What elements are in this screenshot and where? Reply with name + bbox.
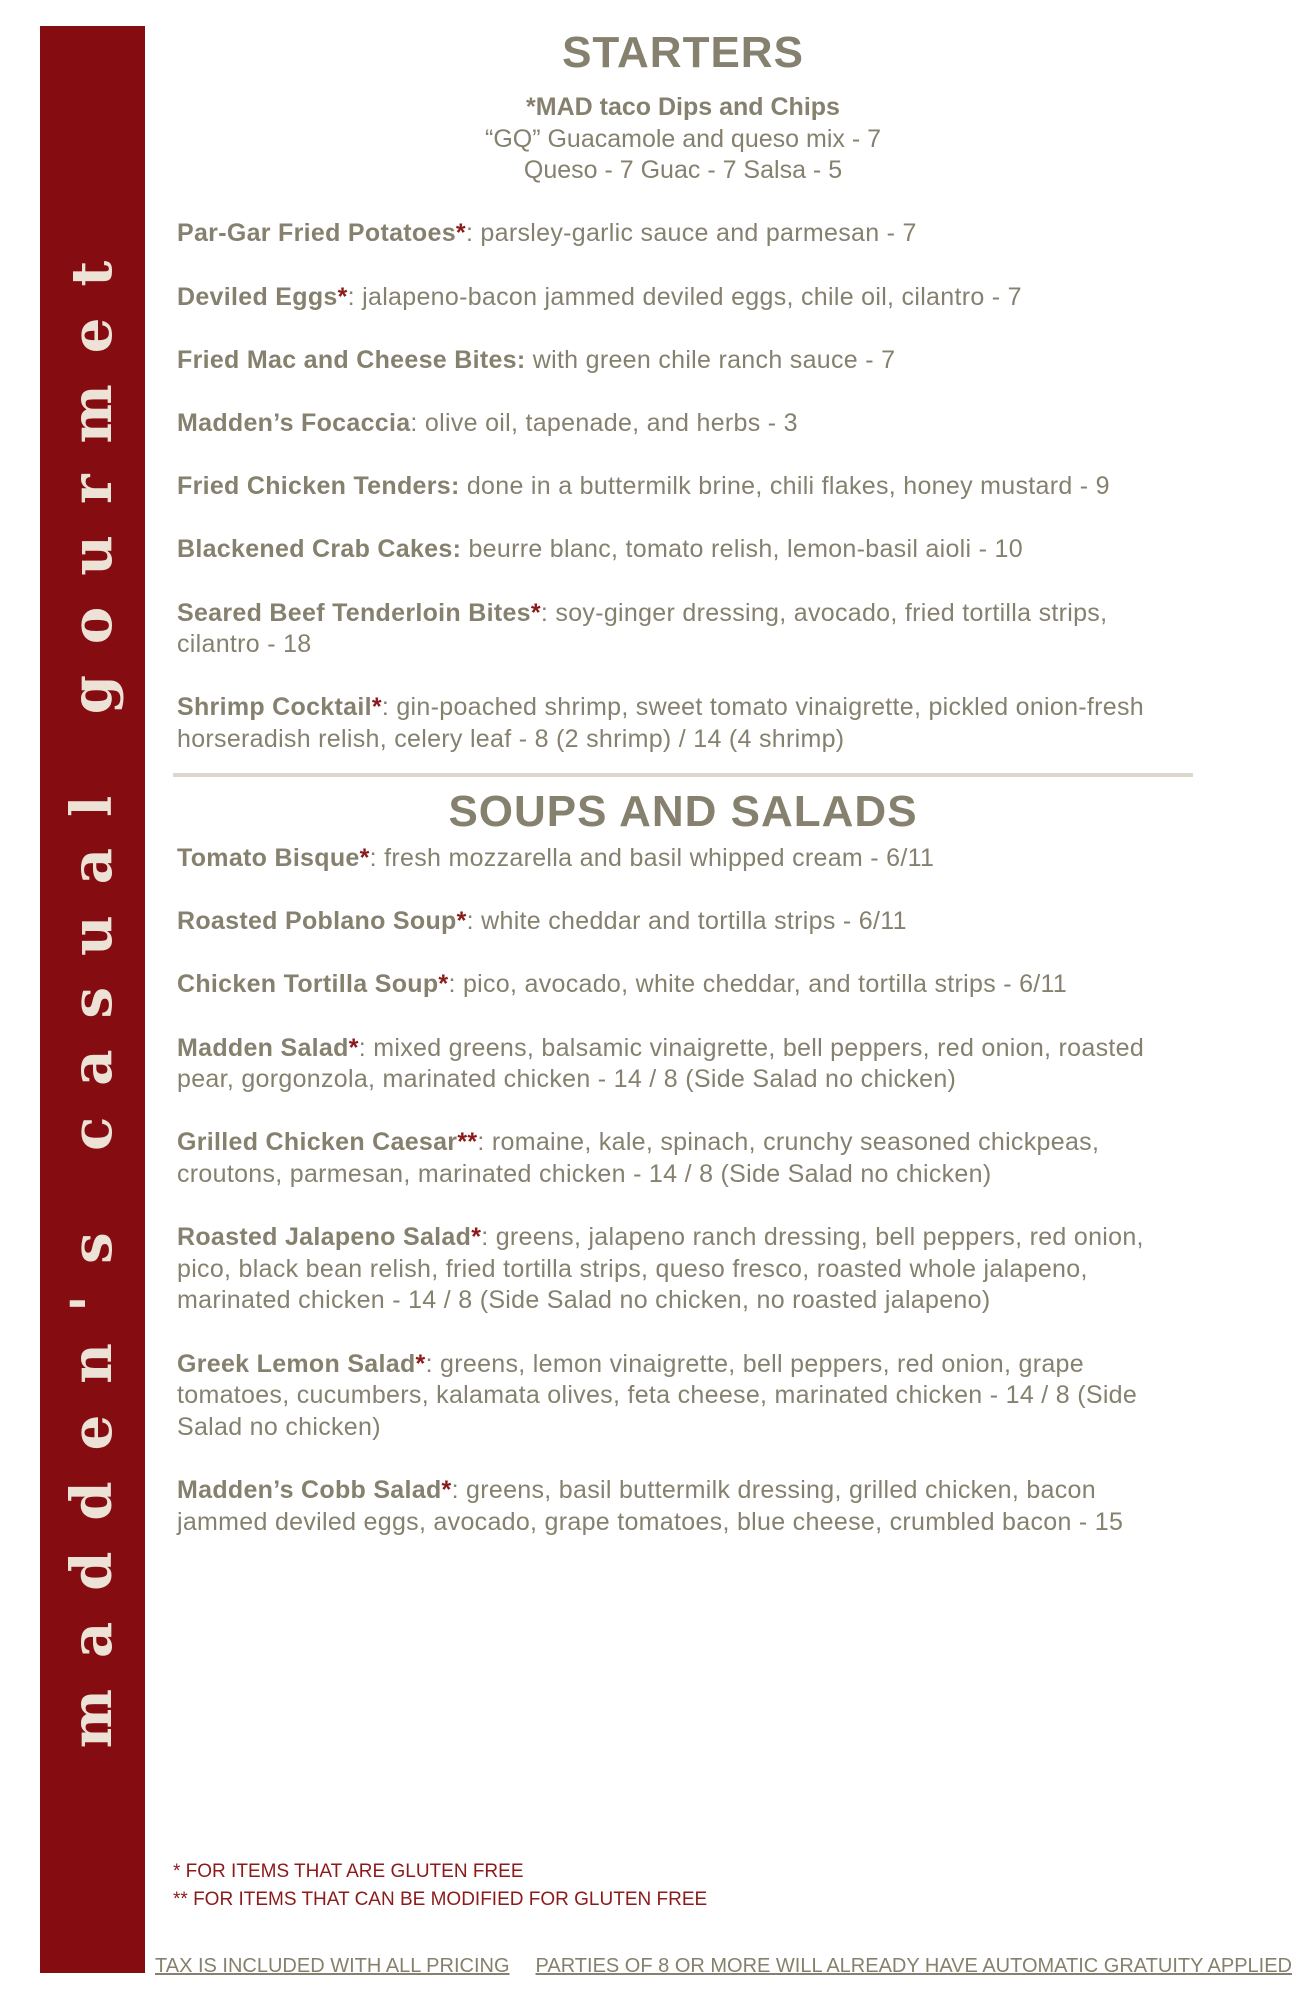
item-description: : mixed greens, balsamic vinaigrette, bell peppers, red onion, roasted pear, gorgonzola, marinated chicken - 14 / 8 (Side Salad no chicken) [177, 1033, 1145, 1094]
item-name: Shrimp Cocktail [177, 693, 372, 722]
menu-item [177, 692, 1189, 755]
menu-item [177, 218, 1189, 250]
item-description: : pico, avocado, white cheddar, and tortilla strips - 6/11 [448, 970, 1068, 999]
item-name: Seared Beef Tenderloin Bites [177, 598, 531, 627]
item-name: Chicken Tortilla Soup [177, 970, 439, 999]
starters-list [177, 218, 1189, 755]
gluten-free-marker: ** [457, 1128, 478, 1157]
menu-item [177, 906, 1189, 938]
menu-item [177, 843, 1189, 875]
gluten-free-marker: * [441, 1475, 452, 1504]
menu-item [177, 969, 1189, 1001]
gratuity-link[interactable]: PARTIES OF 8 OR MORE WILL ALREADY HAVE AUTOMATIC GRATUITY APPLIED [535, 1955, 1292, 1977]
item-description: : greens, basil buttermilk dressing, grilled chicken, bacon jammed deviled eggs, avocado, grape tomatoes, blue cheese, crumbled bacon - 15 [177, 1475, 1124, 1536]
dips-title: *MAD taco Dips and Chips [526, 93, 840, 121]
item-description: : fresh mozzarella and basil whipped cream - 6/11 [369, 844, 935, 873]
tax-link[interactable]: TAX IS INCLUDED WITH ALL PRICING [155, 1955, 510, 1977]
item-name: Par-Gar Fried Potatoes [177, 219, 456, 248]
item-description: : white cheddar and tortilla strips - 6/11 [466, 907, 907, 936]
item-description: : parsley-garlic sauce and parmesan - 7 [465, 219, 917, 248]
brand-name: madden's casual gourmet [59, 229, 125, 1749]
gluten-free-marker: * [455, 219, 466, 248]
item-name: Madden’s Focaccia [177, 408, 411, 437]
gluten-free-marker: * [348, 1033, 359, 1062]
item-description: : greens, lemon vinaigrette, bell peppers, red onion, grape tomatoes, cucumbers, kalamata olives, feta cheese, marinated chicken - 14 / 8 (Side Salad no chicken) [177, 1349, 1138, 1441]
section-title: SOUPS AND SALADS [448, 787, 918, 837]
item-description: : greens, jalapeno ranch dressing, bell peppers, red onion, pico, black bean relish, fried tortilla strips, queso fresco, roasted whole jalapeno, marinated chicken - 14 / 8 (Side Salad no chicken, no roasted jalapeno) [177, 1223, 1144, 1315]
item-name: Deviled Eggs [177, 282, 338, 311]
gluten-free-marker: * [359, 844, 370, 873]
note-gluten-free: * FOR ITEMS THAT ARE GLUTEN FREE [173, 1861, 524, 1882]
item-name: Roasted Jalapeno Salad [177, 1223, 472, 1252]
menu-item [177, 282, 1189, 314]
section-title: STARTERS [562, 28, 804, 77]
menu-item [177, 1033, 1189, 1096]
item-name: Fried Mac and Cheese Bites: [177, 345, 526, 374]
item-description: : gin-poached shrimp, sweet tomato vinaigrette, pickled onion-fresh horseradish relish, celery leaf - 8 (2 shrimp) / 14 (4 shrimp) [177, 693, 1145, 753]
item-name: Blackened Crab Cakes: [177, 535, 462, 564]
menu-item [177, 1127, 1189, 1190]
menu-item [177, 345, 1189, 377]
item-description: done in a buttermilk brine, chili flakes, honey mustard - 9 [459, 472, 1110, 501]
section-divider [173, 773, 1193, 777]
menu-item [177, 471, 1189, 503]
menu-item [177, 1475, 1189, 1538]
item-description: with green chile ranch sauce - 7 [525, 345, 896, 374]
menu-item [177, 598, 1189, 661]
menu-item [177, 1349, 1189, 1444]
footer [155, 1955, 1294, 1978]
gluten-free-marker: * [456, 907, 467, 936]
gluten-free-marker: * [530, 598, 541, 627]
gluten-notes [173, 1858, 707, 1914]
dips-and-chips [177, 92, 1189, 187]
item-name: Madden Salad [177, 1033, 349, 1062]
menu-item [177, 534, 1189, 566]
menu-item [177, 408, 1189, 440]
item-description: : jalapeno-bacon jammed deviled eggs, chile oil, cilantro - 7 [347, 282, 1022, 311]
dips-line: “GQ” Guacamole and queso mix - 7 [485, 124, 881, 153]
starters-section [177, 26, 1189, 755]
item-name: Greek Lemon Salad [177, 1349, 416, 1378]
item-description: : soy-ginger dressing, avocado, fried tortilla strips, cilantro - 18 [177, 598, 1108, 659]
item-name: Roasted Poblano Soup [177, 907, 457, 936]
item-description: : romaine, kale, spinach, crunchy seasoned chickpeas, croutons, parmesan, marinated chicken - 14 / 8 (Side Salad no chicken) [177, 1128, 1100, 1188]
menu-item [177, 1222, 1189, 1317]
menu-content [177, 26, 1189, 1570]
gluten-free-marker: * [337, 282, 348, 311]
item-name: Fried Chicken Tenders: [177, 472, 460, 501]
gluten-free-marker: * [438, 970, 449, 999]
soups-list [177, 843, 1189, 1538]
item-name: Madden’s Cobb Salad [177, 1475, 442, 1504]
soups-salads-section [177, 785, 1189, 1538]
item-name: Grilled Chicken Caesar [177, 1128, 458, 1157]
gluten-free-marker: * [371, 693, 382, 722]
item-description: : olive oil, tapenade, and herbs - 3 [410, 408, 798, 437]
dips-line: Queso - 7 Guac - 7 Salsa - 5 [523, 156, 843, 185]
gluten-free-marker: * [415, 1349, 426, 1378]
item-description: beurre blanc, tomato relish, lemon-basil aioli - 10 [461, 535, 1023, 564]
gluten-free-marker: * [471, 1223, 482, 1252]
item-name: Tomato Bisque [177, 844, 360, 873]
note-modifiable: ** FOR ITEMS THAT CAN BE MODIFIED FOR GLUTEN FREE [173, 1889, 708, 1910]
